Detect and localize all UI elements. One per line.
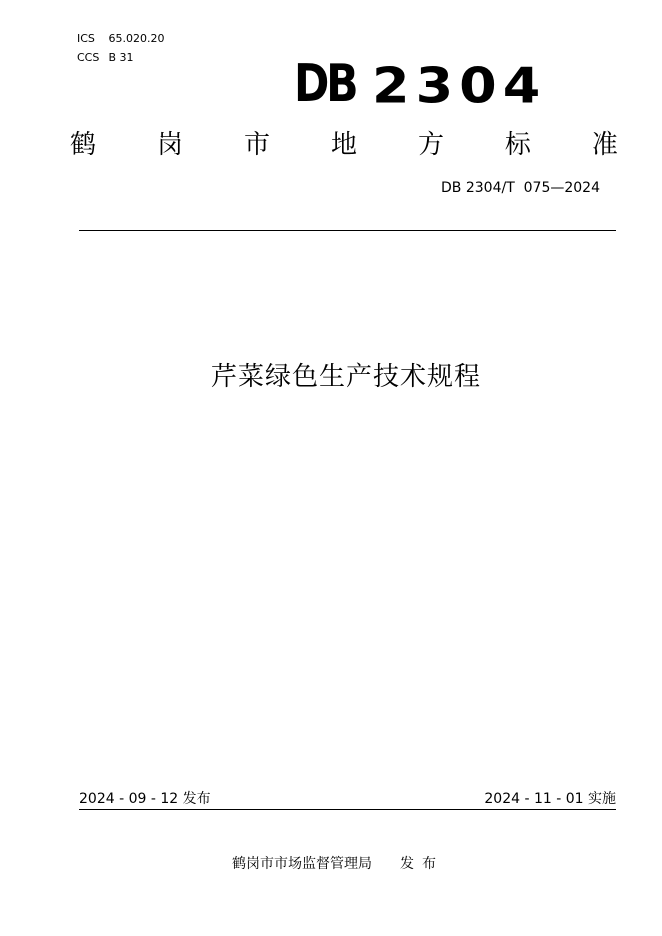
- publish-date: 2024 - 09 - 12 发布: [79, 791, 211, 807]
- footer-divider: [79, 809, 616, 810]
- ics-label: ICS: [77, 32, 95, 45]
- standard-category-title: [70, 128, 618, 162]
- standard-title-char: 岗: [156, 130, 183, 160]
- db-standard-mark: [294, 52, 547, 115]
- implementation-date: 2024 - 11 - 01 实施: [484, 791, 616, 807]
- issuing-authority: [0, 854, 662, 874]
- db-letters: DB: [294, 54, 356, 114]
- issuer-name: 鹤岗市市场监督管理局: [232, 856, 372, 872]
- standard-title-char: 鹤: [70, 130, 97, 160]
- ccs-classification: [77, 51, 134, 65]
- standard-title-char: 市: [243, 130, 270, 160]
- issuer-action: 发布: [400, 856, 444, 872]
- standard-title-char: 标: [504, 130, 531, 160]
- document-title: 芹菜绿色生产技术规程: [210, 362, 481, 392]
- standard-code: DB 2304/T 075—2024: [441, 180, 600, 196]
- standard-title-char: 方: [417, 130, 444, 160]
- header-divider: [79, 230, 616, 231]
- ccs-value: B 31: [108, 51, 134, 64]
- ccs-label: CCS: [77, 51, 100, 64]
- db-region-number: 2304: [372, 57, 547, 115]
- standard-title-char: 地: [330, 130, 357, 160]
- ics-classification: [77, 32, 164, 46]
- standard-title-char: 准: [591, 130, 618, 160]
- ics-value: 65.020.20: [108, 32, 165, 45]
